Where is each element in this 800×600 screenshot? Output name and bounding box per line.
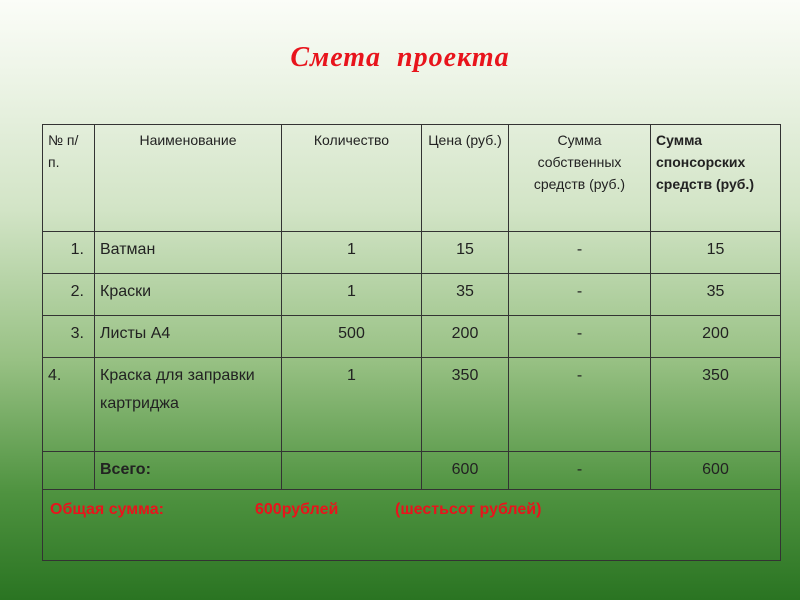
total-row: [43, 452, 781, 490]
row-number: 2.: [43, 274, 95, 316]
row-sponsor-funds: 200: [651, 316, 781, 358]
row-quantity: 1: [282, 274, 422, 316]
total-price: 600: [422, 452, 509, 490]
header-sponsor-funds: Сумма спонсорских средств (руб.): [651, 125, 781, 232]
summary-cell: [43, 490, 781, 561]
header-quantity: Количество: [282, 125, 422, 232]
total-label: Всего:: [95, 452, 282, 490]
row-name: Краски: [95, 274, 282, 316]
header-name: Наименование: [95, 125, 282, 232]
summary-row: [43, 490, 781, 561]
row-number: 4.: [43, 358, 95, 452]
row-name: Ватман: [95, 232, 282, 274]
table-row: [43, 274, 781, 316]
page-title: Смета проекта: [290, 42, 510, 73]
estimate-table: [42, 124, 781, 561]
row-price: 200: [422, 316, 509, 358]
row-price: 35: [422, 274, 509, 316]
table-row: [43, 358, 781, 452]
table-row: [43, 232, 781, 274]
summary-label: Общая сумма:: [50, 501, 164, 518]
row-name: Краска для заправки картриджа: [95, 358, 282, 452]
row-sponsor-funds: 35: [651, 274, 781, 316]
row-quantity: 500: [282, 316, 422, 358]
header-price: Цена (руб.): [422, 125, 509, 232]
header-number: № п/п.: [43, 125, 95, 232]
summary-words: (шестьсот рублей): [395, 501, 542, 518]
total-own-funds: -: [509, 452, 651, 490]
row-sponsor-funds: 15: [651, 232, 781, 274]
row-number: 3.: [43, 316, 95, 358]
table-header-row: [43, 125, 781, 232]
row-own-funds: -: [509, 316, 651, 358]
total-quantity: [282, 452, 422, 490]
row-quantity: 1: [282, 232, 422, 274]
row-quantity: 1: [282, 358, 422, 452]
row-price: 350: [422, 358, 509, 452]
summary-value: 600рублей: [255, 501, 339, 518]
table-row: [43, 316, 781, 358]
total-sponsor-funds: 600: [651, 452, 781, 490]
row-number: 1.: [43, 232, 95, 274]
row-own-funds: -: [509, 274, 651, 316]
total-number: [43, 452, 95, 490]
header-own-funds: Сумма собственных средств (руб.): [509, 125, 651, 232]
row-sponsor-funds: 350: [651, 358, 781, 452]
row-own-funds: -: [509, 358, 651, 452]
row-name: Листы А4: [95, 316, 282, 358]
row-own-funds: -: [509, 232, 651, 274]
row-price: 15: [422, 232, 509, 274]
